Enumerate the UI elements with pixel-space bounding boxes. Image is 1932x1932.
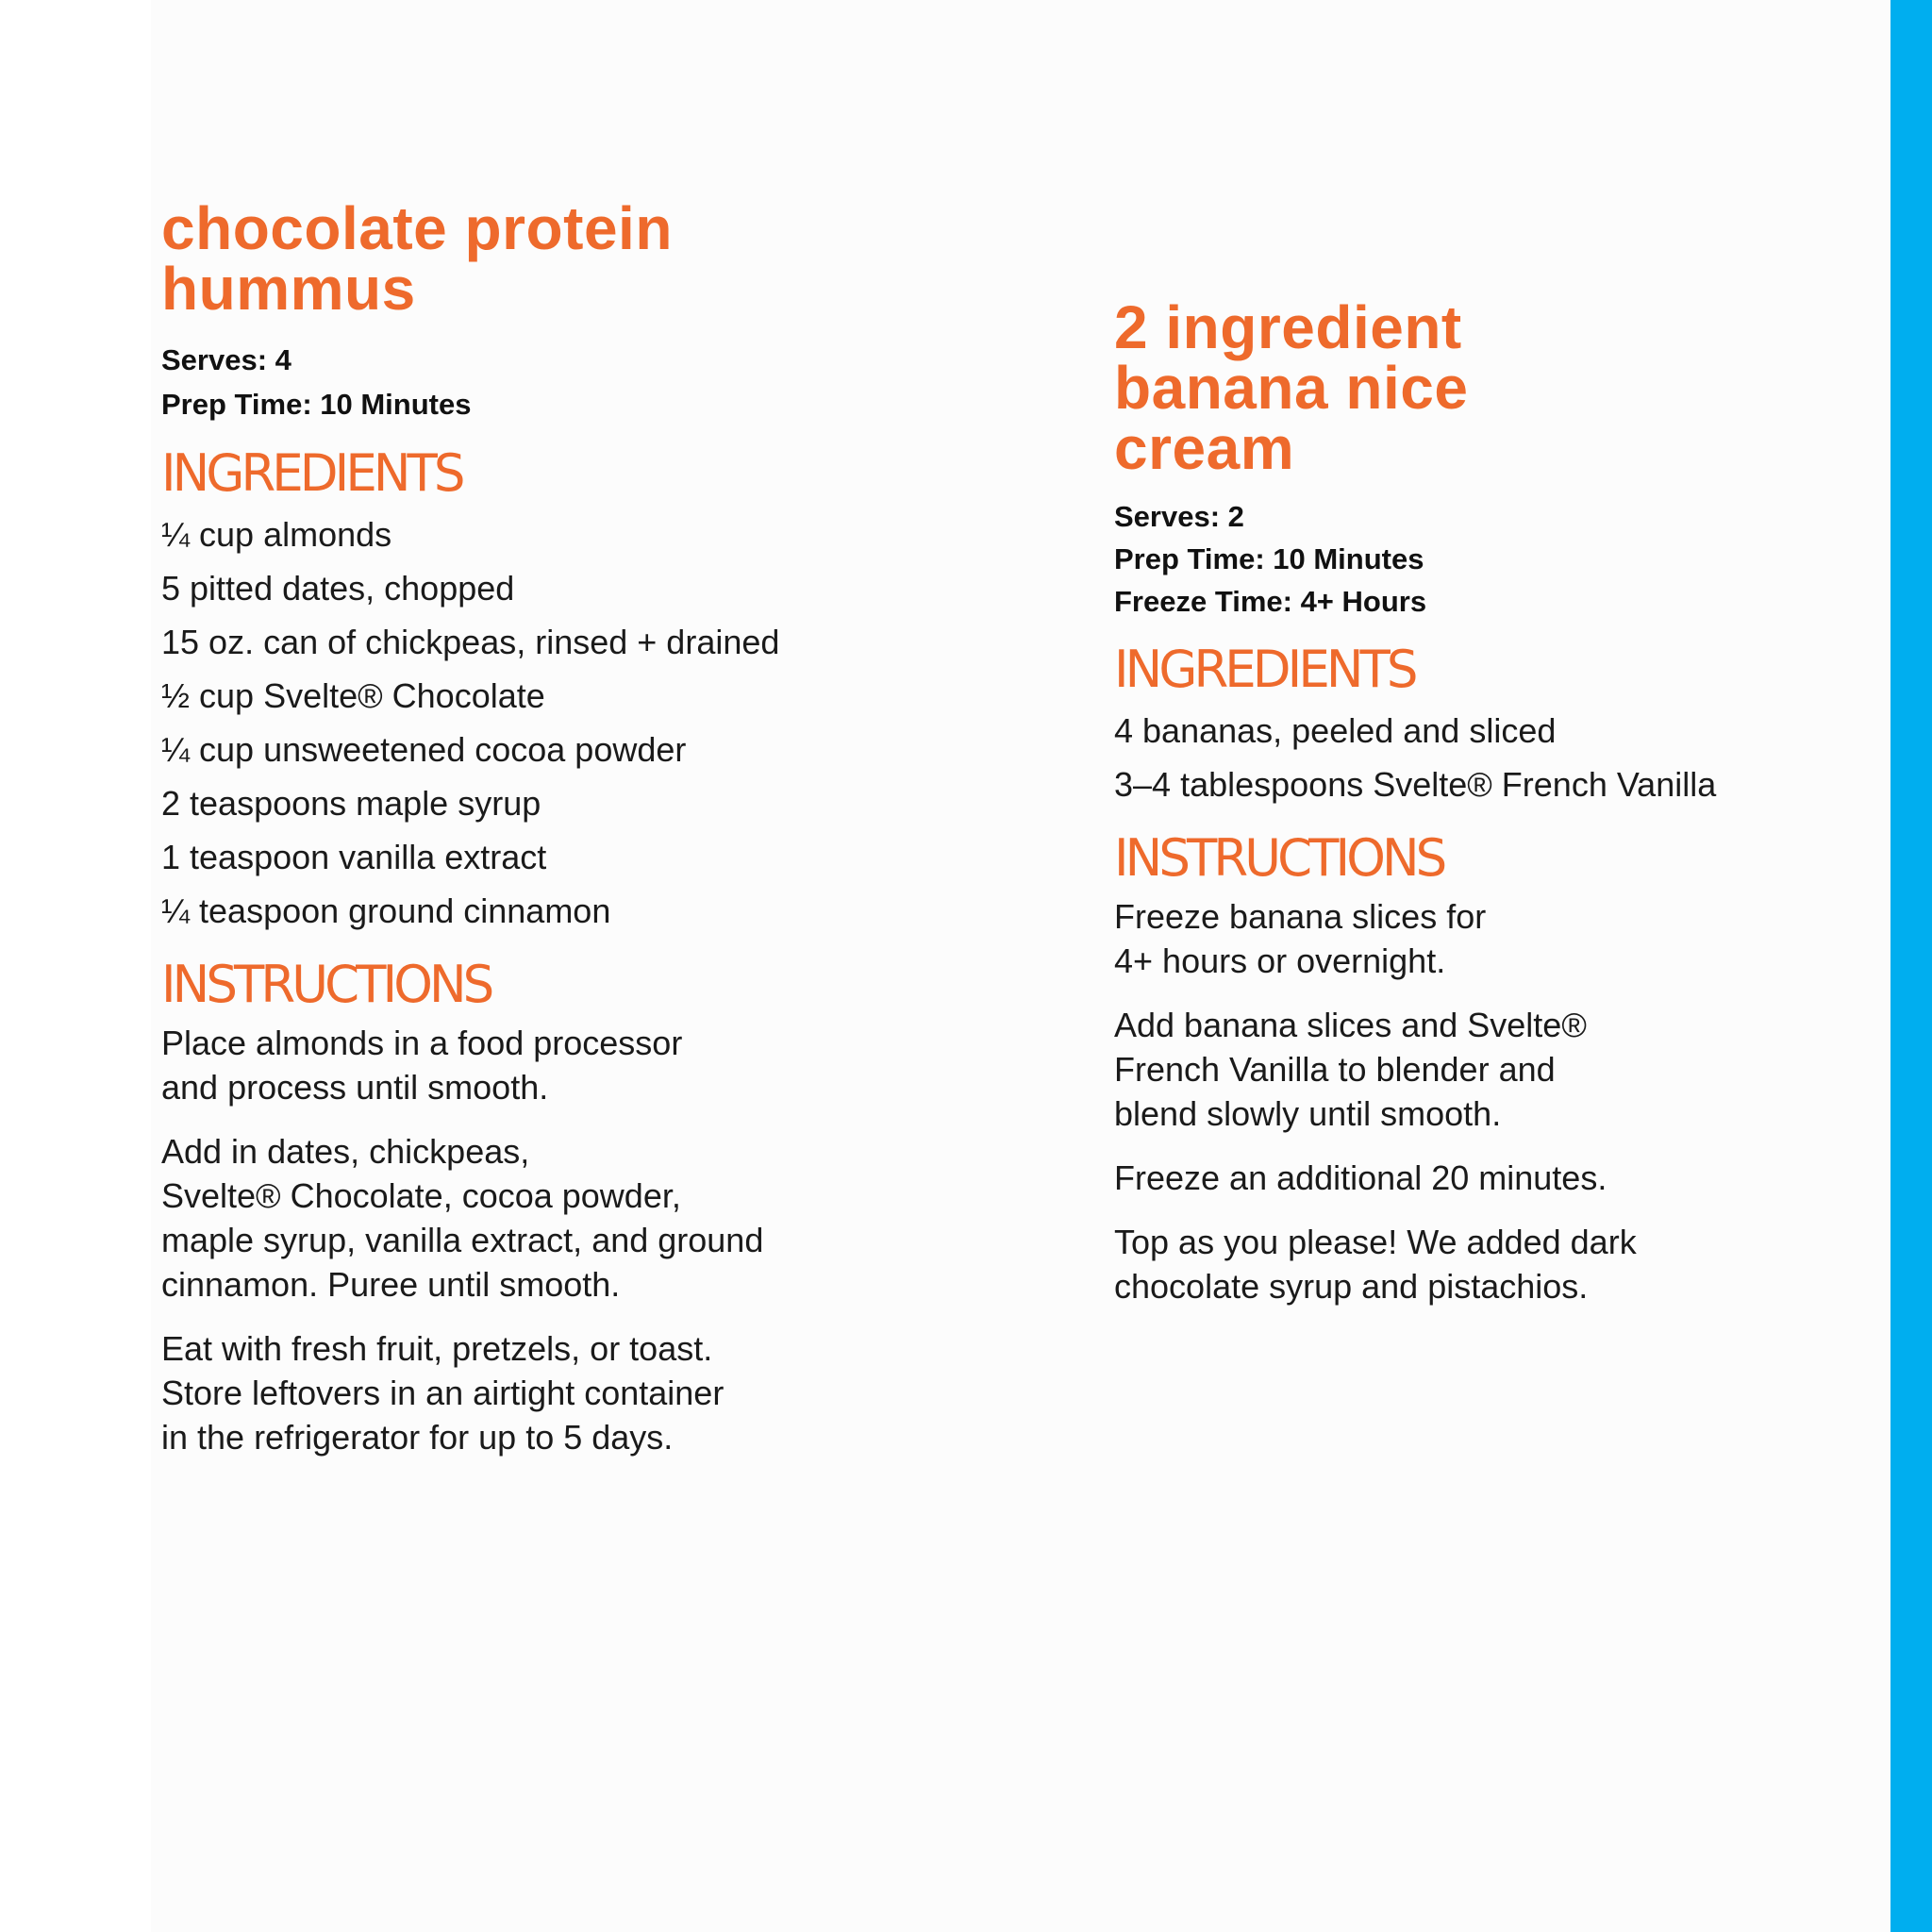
ingredient-item: ¼ cup unsweetened cocoa powder	[161, 730, 687, 769]
instruction-line: cinnamon. Puree until smooth.	[161, 1265, 621, 1304]
prep-time-info: Prep Time: 10 Minutes	[161, 388, 472, 421]
prep-time-info: Prep Time: 10 Minutes	[1114, 542, 1424, 575]
instruction-step	[1114, 894, 1831, 983]
ingredients-heading: INGREDIENTS	[161, 443, 462, 503]
serves-info: Serves: 4	[161, 343, 291, 376]
recipe-title-line: cream	[1114, 414, 1295, 482]
ingredient-item: 3–4 tablespoons Svelte® French Vanilla	[1114, 765, 1717, 804]
ingredient-item: ½ cup Svelte® Chocolate	[161, 676, 545, 715]
instruction-line: Place almonds in a food processor	[161, 1024, 683, 1062]
instruction-line: French Vanilla to blender and	[1114, 1050, 1556, 1089]
instruction-line: Freeze banana slices for	[1114, 897, 1487, 936]
recipe-title-line: hummus	[161, 255, 416, 323]
ingredients-heading: INGREDIENTS	[1114, 640, 1415, 699]
recipe-title	[161, 194, 878, 323]
instruction-line: Add banana slices and Svelte®	[1114, 1006, 1587, 1044]
ingredient-item: ¼ cup almonds	[161, 515, 392, 554]
instruction-step	[161, 1326, 878, 1459]
instruction-line: Store leftovers in an airtight container	[161, 1374, 724, 1412]
recipe-title-line: 2 ingredient	[1114, 293, 1462, 361]
instruction-line: blend slowly until smooth.	[1114, 1094, 1502, 1133]
instruction-step	[161, 1021, 878, 1109]
recipe-title	[1114, 293, 1831, 482]
instruction-step	[1114, 1156, 1831, 1200]
ingredient-item: 5 pitted dates, chopped	[161, 569, 515, 608]
instruction-line: and process until smooth.	[161, 1068, 549, 1107]
instruction-line: 4+ hours or overnight.	[1114, 941, 1446, 980]
instruction-line: Svelte® Chocolate, cocoa powder,	[161, 1176, 681, 1215]
instruction-line: Eat with fresh fruit, pretzels, or toast.	[161, 1329, 713, 1368]
ingredient-item: ¼ teaspoon ground cinnamon	[161, 891, 611, 930]
recipe-meta	[1114, 495, 1831, 623]
serves-info: Serves: 2	[1114, 500, 1244, 533]
instruction-line: Top as you please! We added dark	[1114, 1223, 1637, 1261]
ingredient-list	[1114, 704, 1831, 811]
ingredient-list	[161, 508, 878, 938]
freeze-time-info: Freeze Time: 4+ Hours	[1114, 585, 1427, 618]
instruction-line: maple syrup, vanilla extract, and ground	[161, 1221, 764, 1259]
ingredient-item: 15 oz. can of chickpeas, rinsed + drained	[161, 623, 780, 661]
instructions-heading: INSTRUCTIONS	[161, 955, 491, 1014]
instruction-line: Freeze an additional 20 minutes.	[1114, 1158, 1607, 1197]
recipe-banana-nice-cream	[1114, 293, 1831, 1308]
ingredient-item: 1 teaspoon vanilla extract	[161, 838, 547, 876]
ingredient-item: 2 teaspoons maple syrup	[161, 784, 541, 823]
instruction-step	[1114, 1003, 1831, 1136]
instruction-line: chocolate syrup and pistachios.	[1114, 1267, 1589, 1306]
recipe-chocolate-protein-hummus	[161, 194, 878, 1459]
instruction-step	[161, 1129, 878, 1307]
instruction-line: Add in dates, chickpeas,	[161, 1132, 530, 1171]
recipe-title-line: chocolate protein	[161, 194, 673, 262]
instruction-line: in the refrigerator for up to 5 days.	[161, 1418, 674, 1457]
instruction-step	[1114, 1220, 1831, 1308]
recipe-title-line: banana nice	[1114, 354, 1469, 422]
ingredient-item: 4 bananas, peeled and sliced	[1114, 711, 1557, 750]
recipe-meta	[161, 338, 878, 426]
side-accent-bar	[1890, 0, 1932, 1932]
instructions-heading: INSTRUCTIONS	[1114, 828, 1444, 888]
